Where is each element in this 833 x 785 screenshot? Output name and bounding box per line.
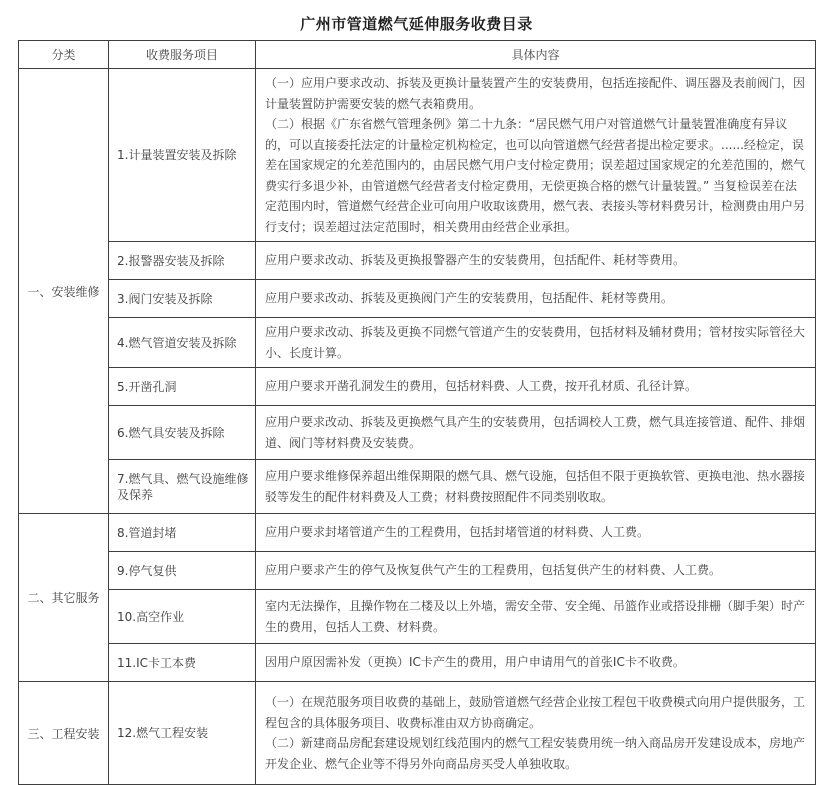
fee-catalog-table: [18, 40, 816, 785]
service-item-cell: 11.IC卡工本费: [109, 644, 256, 682]
category-cell: 三、工程安装: [19, 682, 109, 785]
table-row: [19, 69, 816, 242]
content-paragraph: （一）在规范服务项目收费的基础上，鼓励管道燃气经营企业按工程包干收费模式向用户提供服务，工程包含的具体服务项目、收费标准由双方协商确定。: [265, 695, 806, 730]
content-cell: [256, 460, 816, 514]
service-item-cell: 2.报警器安装及拆除: [109, 242, 256, 280]
category-cell: 一、安装维修: [19, 69, 109, 514]
column-header-content: 具体内容: [256, 41, 816, 69]
content-paragraph: 应用户要求改动、拆装及更换不同燃气管道产生的安装费用，包括材料及辅材费用；管材按实际管径大小、长度计算。: [265, 325, 806, 360]
service-item-cell: 1.计量装置安装及拆除: [109, 69, 256, 242]
service-item-cell: 8.管道封堵: [109, 514, 256, 552]
header-row: [19, 41, 816, 69]
category-cell: 二、其它服务: [19, 514, 109, 682]
content-paragraph: 应用户要求开凿孔洞发生的费用，包括材料费、人工费，按开孔材质、孔径计算。: [265, 379, 698, 394]
service-item-cell: 5.开凿孔洞: [109, 368, 256, 406]
column-header-service-item: 收费服务项目: [109, 41, 256, 69]
service-item-cell: 12.燃气工程安装: [109, 682, 256, 785]
content-paragraph: 应用户要求改动、拆装及更换阀门产生的安装费用，包括配件、耗材等费用。: [265, 291, 674, 306]
content-cell: [256, 69, 816, 242]
table-row: [19, 406, 816, 460]
content-paragraph: 应用户要求维修保养超出维保期限的燃气具、燃气设施，包括但不限于更换软管、更换电池、热水器接驳等发生的配件材料费及人工费；材料费按照配件不同类别收取。: [265, 469, 806, 504]
content-cell: [256, 280, 816, 318]
content-paragraph: （二）根据《广东省燃气管理条例》第二十九条：“居民燃气用户对管道燃气计量装置准确度有异议的，可以直接委托法定的计量检定机构检定，也可以向管道燃气经营者提出检定要求。......经检定，误差在国家规定的允差范围内的，由居民燃气用户支付检定费用；误差超过国家规定的允差范围的，燃气费实行多退少补，由管道燃气经营者支付检定费用，无偿更换合格的燃气计量装置。” 当复检误差在法定范围内时，管道燃气经营企业可向用户收取该费用，燃气表、表接头等材料费另计，检测费由用户另行支付；误差超过法定范围时，相关费用由经营企业承担。: [265, 117, 806, 234]
content-cell: [256, 318, 816, 368]
table-row: [19, 280, 816, 318]
service-item-cell: 4.燃气管道安装及拆除: [109, 318, 256, 368]
service-item-cell: 9.停气复供: [109, 552, 256, 590]
content-paragraph: 应用户要求改动、拆装及更换报警器产生的安装费用，包括配件、耗材等费用。: [265, 253, 686, 268]
table-row: [19, 460, 816, 514]
content-paragraph: （一）应用户要求改动、拆装及更换计量装置产生的安装费用，包括连接配件、调压器及表前阀门，因计量装置防护需要安装的燃气表箱费用。: [265, 76, 806, 111]
content-paragraph: 应用户要求改动、拆装及更换燃气具产生的安装费用，包括调校人工费，燃气具连接管道、配件、排烟道、阀门等材料费及安装费。: [265, 415, 806, 450]
table-row: [19, 682, 816, 785]
service-item-cell: 10.高空作业: [109, 590, 256, 644]
table-row: [19, 318, 816, 368]
content-cell: [256, 242, 816, 280]
table-row: [19, 644, 816, 682]
content-cell: [256, 682, 816, 785]
content-cell: [256, 368, 816, 406]
content-cell: [256, 644, 816, 682]
table-row: [19, 514, 816, 552]
content-cell: [256, 514, 816, 552]
table-row: [19, 590, 816, 644]
table-row: [19, 242, 816, 280]
content-paragraph: 因用户原因需补发（更换）IC卡产生的费用，用户申请用气的首张IC卡不收费。: [265, 655, 685, 670]
content-cell: [256, 552, 816, 590]
service-item-cell: 6.燃气具安装及拆除: [109, 406, 256, 460]
service-item-cell: 7.燃气具、燃气设施维修及保养: [109, 460, 256, 514]
content-paragraph: 应用户要求产生的停气及恢复供气产生的工程费用，包括复供产生的材料费、人工费。: [265, 563, 722, 578]
table-row: [19, 368, 816, 406]
content-paragraph: 应用户要求封堵管道产生的工程费用，包括封堵管道的材料费、人工费。: [265, 525, 650, 540]
content-paragraph: （二）新建商品房配套建设规划红线范围内的燃气工程安装费用统一纳入商品房开发建设成本，房地产开发企业、燃气企业等不得另外向商品房买受人单独收取。: [265, 736, 806, 771]
page-title: 广州市管道燃气延伸服务收费目录: [300, 15, 533, 33]
content-cell: [256, 406, 816, 460]
service-item-cell: 3.阀门安装及拆除: [109, 280, 256, 318]
content-paragraph: 室内无法操作，且操作物在二楼及以上外墙，需安全带、安全绳、吊篮作业或搭设排栅（脚手架）时产生的费用，包括人工费、材料费。: [265, 599, 806, 634]
table-row: [19, 552, 816, 590]
content-cell: [256, 590, 816, 644]
column-header-category: 分类: [19, 41, 109, 69]
